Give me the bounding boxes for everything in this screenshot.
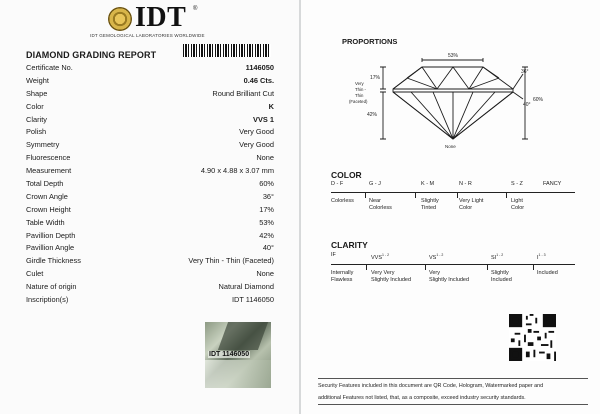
clarity-scale-line [331,264,575,265]
color-description-line: Color [459,205,473,211]
color-scale-line [331,192,575,193]
clarity-tick [425,265,426,270]
clarity-grade: VS$^{1 - 2}$ [429,253,444,261]
color-grade: D - F [331,181,344,187]
grading-value: Round Brilliant Cut [212,88,274,98]
clarity-tick [366,265,367,270]
grading-value: None [256,269,274,279]
grading-label: Pavillion Angle [26,243,75,253]
clarity-description-line: Flawless [331,277,353,283]
crown-height-label: 17% [370,75,381,81]
clarity-description-line: Very Very [371,270,395,276]
grading-table-row [26,242,274,255]
clarity-tick [487,265,488,270]
table-width-label: 53% [448,53,459,59]
grading-table-row [26,294,274,307]
logo-subtitle: IDT GEMOLOGICAL LABORATORIES WORLDWIDE [90,33,205,38]
grading-value: 36° [262,191,274,201]
grading-label: Inscription(s) [26,295,69,305]
clarity-grade: $I^{1 - 3}$ [537,253,546,261]
color-grade: G - J [369,181,381,187]
grading-value: VVS 1 [253,114,274,124]
pavilion-facets [393,92,513,139]
clarity-description-line: Slightly Included [429,277,470,283]
grading-label: Weight [26,75,49,85]
pavilion-depth-label: 42% [367,112,378,118]
barcode [183,44,271,57]
clarity-grade: SI$^{1 - 2}$ [491,253,504,261]
grading-value: 60% [259,179,274,189]
grading-label: Color [26,101,44,111]
grading-table-row [26,268,274,281]
qr-code[interactable] [509,314,556,361]
crown-facets [393,67,499,89]
grading-table-row [26,281,274,294]
grading-table-row [26,191,274,204]
grading-label: Clarity [26,114,47,124]
grading-table-row [26,255,274,268]
color-description-line: Near [369,198,381,204]
grading-table-row [26,75,274,88]
grading-table-row [26,139,274,152]
clarity-description [429,270,469,284]
grading-label: Total Depth [26,179,64,189]
color-description [459,198,483,212]
color-description-line: Tinted [421,205,437,211]
color-description-line: Very Light [459,198,484,204]
pavilion-angle-label: 40° [523,102,531,108]
grading-label: Crown Angle [26,191,68,201]
clarity-description-line: Included [491,277,512,283]
grading-table-row [26,88,274,101]
color-title: COLOR [331,170,362,180]
grading-table-row [26,114,274,127]
logo-name: IDT [135,2,187,33]
grading-table-row [26,165,274,178]
footer-line-1: Security Features included in this document are QR Code, Hologram, Watermarked paper and [318,383,544,389]
grading-label: Fluorescence [26,153,71,163]
pavilion-depth-dimension [380,92,386,139]
grading-value: 0.46 Cts. [243,75,274,85]
girdle-label-line-3: Thin [355,93,364,98]
grading-label: Pavillion Depth [26,230,76,240]
clarity-description-line: Slightly Included [371,277,412,283]
page-fold [299,0,301,414]
crown-height-dimension [380,67,386,89]
grading-value: 4.90 x 4.88 x 3.07 mm [200,166,274,176]
grading-value: Very Good [239,127,274,137]
grading-label: Shape [26,88,48,98]
crown-angle-marker [513,74,523,89]
clarity-grade-range: 1 - 3 [538,253,546,257]
grading-table-row [26,152,274,165]
color-description [369,198,392,212]
grading-label: Measurement [26,166,72,176]
grading-table-row [26,178,274,191]
idt-seal-icon [108,7,132,31]
footer-top-line [318,378,588,379]
color-description-line: Colorless [369,205,392,211]
grading-value: 53% [259,217,274,227]
clarity-grade-range: 1 - 2 [382,253,390,257]
girdle-label-line-4: (Faceted) [349,99,368,104]
clarity-description [537,270,558,277]
color-description-line: Color [511,205,525,211]
grading-label: Polish [26,127,47,137]
grading-value: Very Good [239,140,274,150]
photo-inscription-label: IDT 1146050 [209,351,250,358]
color-grade: S - Z [511,181,523,187]
clarity-description-line: Included [537,270,558,276]
color-tick [506,193,507,198]
clarity-description [331,270,353,284]
grading-label: Symmetry [26,140,60,150]
grading-value: 1146050 [245,63,274,72]
color-description [331,198,354,205]
clarity-description [491,270,512,284]
pavilion-angle-marker [513,92,523,99]
color-grade: N - R [459,181,472,187]
proportions-diagram [335,50,585,155]
color-grade: K - M [421,181,435,187]
grading-label: Table Width [26,217,65,227]
diamond-photo [205,322,271,388]
color-description [511,198,524,212]
grading-label: Culet [26,269,44,279]
color-description-line: Light [511,198,523,204]
clarity-description-line: Internally [331,270,354,276]
grading-label: Nature of origin [26,282,77,292]
grading-value: 17% [259,204,274,214]
girdle-label-line-2: Thin - [355,87,366,92]
grading-table-row [26,230,274,243]
clarity-grade-range: 1 - 2 [496,253,504,257]
grading-value: 40° [262,243,274,253]
report-title: DIAMOND GRADING REPORT [26,50,157,60]
color-description-line: Slightly [421,198,439,204]
grading-label: Girdle Thickness [26,256,81,266]
clarity-title: CLARITY [331,240,368,250]
total-depth-label: 60% [533,97,544,103]
grading-table-row [26,62,274,75]
grading-value: Natural Diamond [218,282,274,292]
color-tick [415,193,416,198]
grading-value: 42% [259,230,274,240]
clarity-grade: VVS$^{1 - 2}$ [371,253,390,261]
color-tick [457,193,458,198]
grading-value: IDT 1146050 [231,295,274,305]
grading-label: Certificate No. [26,63,73,72]
security-footer [318,380,588,404]
grading-value: Very Thin - Thin (Faceted) [188,256,274,266]
clarity-description-line: Slightly [491,270,509,276]
culet-label: None [445,144,456,149]
photo-facet-light [205,360,271,388]
color-description-line: Colorless [331,198,354,204]
grading-value: None [256,153,274,163]
logo-registered-mark: ® [193,6,198,12]
color-description [421,198,439,212]
grading-table-row [26,126,274,139]
color-tick [365,193,366,198]
footer-bottom-line [318,404,588,405]
footer-line-2: additional Features not listed, that, as a composite, exceed industry security standards. [318,395,526,401]
grading-table-row [26,204,274,217]
grading-table [26,62,274,307]
girdle-lines [393,89,513,92]
clarity-description [371,270,411,284]
clarity-grade: IF [331,252,336,258]
clarity-tick [533,265,534,270]
crown-angle-label: 36° [521,69,529,75]
grading-value: K [268,101,274,111]
color-grade: FANCY [543,181,562,187]
grading-table-row [26,101,274,114]
clarity-description-line: Very [429,270,441,276]
grading-label: Crown Height [26,204,71,214]
proportions-title: PROPORTIONS [342,37,398,46]
grading-table-row [26,217,274,230]
clarity-grade-range: 1 - 2 [436,253,444,257]
photo-facet-shadow [218,322,268,350]
girdle-label-line-1: Very [355,81,364,86]
